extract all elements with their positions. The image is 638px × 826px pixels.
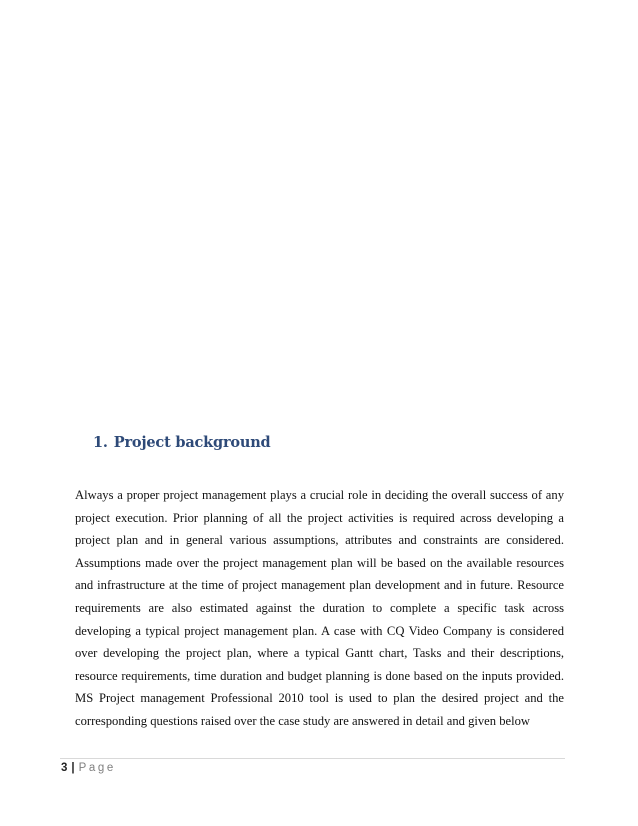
page-number: 3 xyxy=(61,762,68,774)
section-heading xyxy=(93,434,271,451)
section-title: Project background xyxy=(113,434,271,451)
paragraph-line: over developing the project plan, where a typical Gantt chart, Tasks and their descriptions, xyxy=(75,646,564,661)
footer-divider xyxy=(60,758,565,759)
paragraph-line: MS Project management Professional 2010 tool is used to plan the desired project and the xyxy=(75,691,564,706)
paragraph-line: project plan and in general various assumptions, attributes and constraints are considered. xyxy=(75,533,564,548)
paragraph-line: requirements are also estimated against the duration to complete a specific task across xyxy=(75,600,564,615)
paragraph-line: and infrastructure at the time of project management plan development and in future. Resource xyxy=(75,578,564,593)
paragraph-line: Assumptions made over the project management plan will be based on the available resources xyxy=(75,555,564,570)
paragraph-line: corresponding questions raised over the case study are answered in detail and given below xyxy=(75,713,530,728)
paragraph-line: resource requirements, time duration and budget planning is done based on the inputs provided. xyxy=(75,668,564,683)
footer-separator: | xyxy=(71,762,75,774)
section-number: 1. xyxy=(93,434,108,451)
paragraph-line: project execution. Prior planning of all the project activities is required across developing a xyxy=(75,510,564,525)
page-label: Page xyxy=(78,762,116,774)
paragraph-line: developing a typical project management plan. A case with CQ Video Company is considered xyxy=(75,623,564,638)
body-paragraph xyxy=(75,487,564,736)
page-footer xyxy=(61,762,116,774)
paragraph-line: Always a proper project management plays a crucial role in deciding the overall success of any xyxy=(75,488,564,502)
